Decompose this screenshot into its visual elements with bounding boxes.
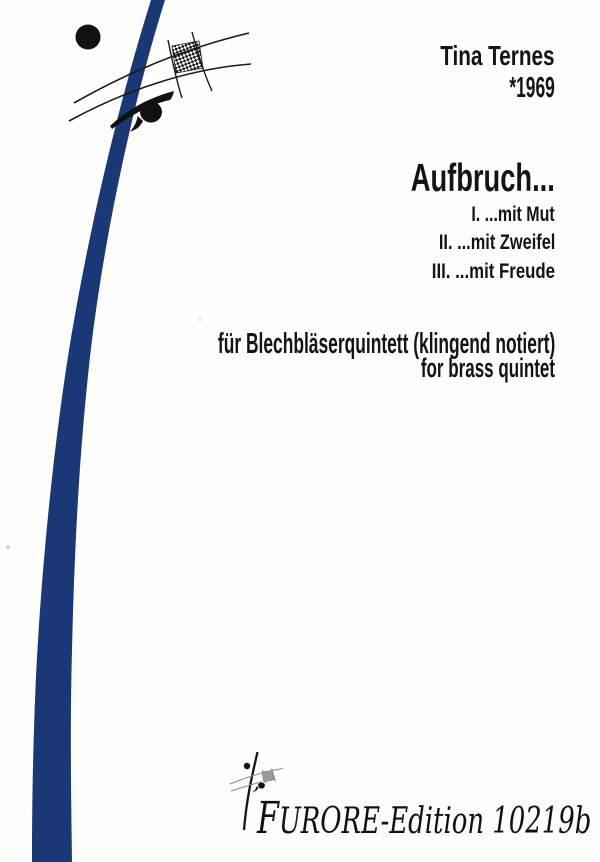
footer-logo-comma-head xyxy=(258,782,265,788)
composer-birth-year: *1969 xyxy=(509,72,555,104)
instrumentation-german: für Blechbläserquintett (klingend notiert) xyxy=(217,328,555,360)
footer-logo-line-lower xyxy=(231,782,262,791)
footer-logo-comma-tail xyxy=(253,786,259,792)
paper-speck xyxy=(6,545,10,549)
footer-logo-dot xyxy=(244,763,250,769)
blue-brush-stroke-icon xyxy=(32,0,165,862)
furore-logo-icon xyxy=(69,25,251,132)
footer-logo-square xyxy=(262,770,274,781)
paper-speck xyxy=(198,317,202,321)
logo-comma-head xyxy=(140,102,162,123)
work-title: Aufbruch... xyxy=(410,157,555,200)
movement-2: II. ...mit Zweifel xyxy=(438,231,555,254)
movement-1: I. ...mit Mut xyxy=(471,203,555,226)
footer-logo-line-upper xyxy=(230,769,283,785)
logo-dot xyxy=(76,25,101,50)
publisher-edition-number: FURORE-Edition 10219b xyxy=(257,793,592,844)
movement-3: III. ...mit Freude xyxy=(431,260,555,283)
logo-checker-square xyxy=(172,41,203,73)
composer-name: Tina Ternes xyxy=(440,40,555,71)
instrumentation-english: for brass quintet xyxy=(420,353,555,383)
